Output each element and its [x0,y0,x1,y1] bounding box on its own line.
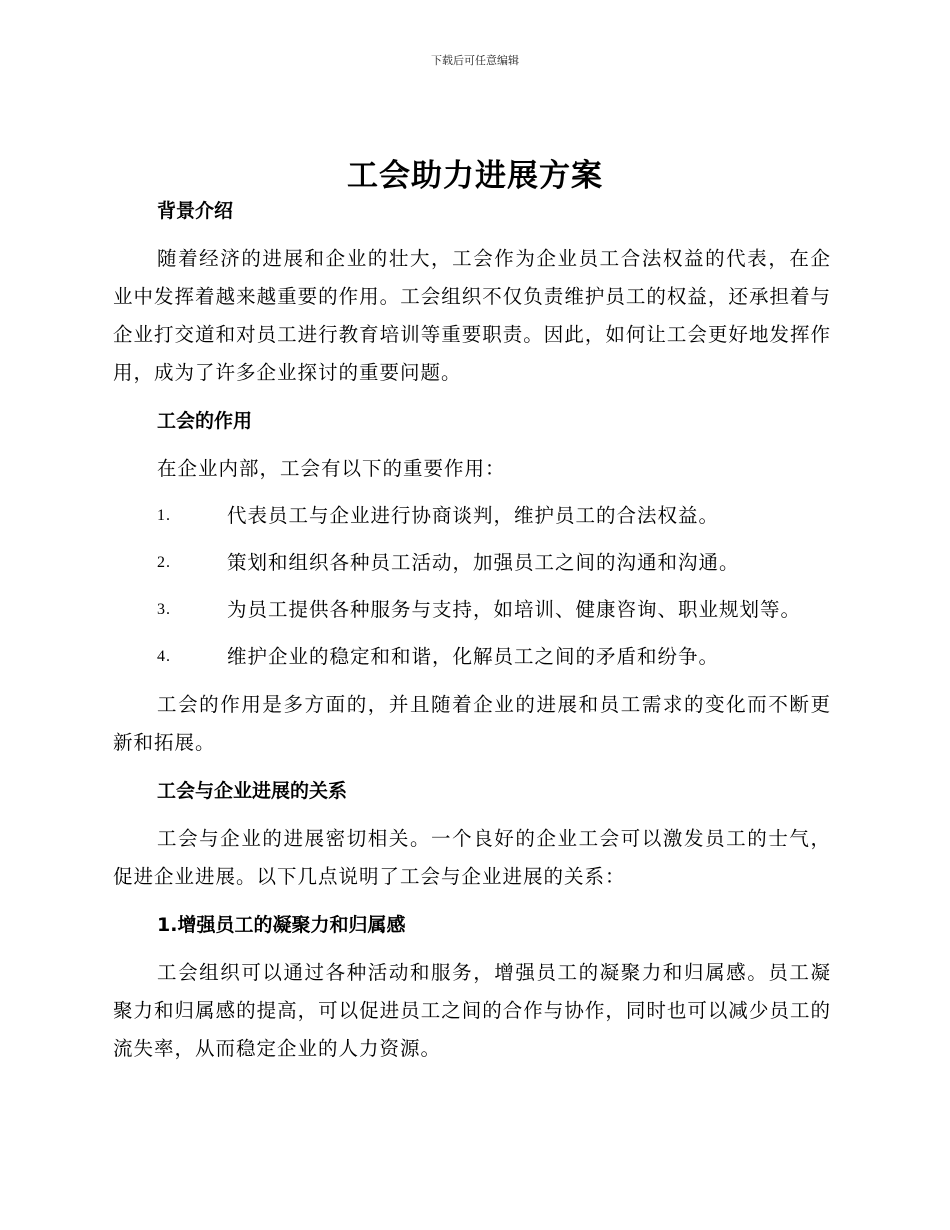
list-item [113,591,831,629]
section-heading-role: 工会的作用 [157,410,253,432]
header-note: 下载后可任意编辑 [431,54,519,67]
section-heading-background: 背景介绍 [157,200,234,222]
document-title: 工会助力进展方案 [347,158,603,194]
subsection-paragraph: 工会组织可以通过各种活动和服务，增强员工的凝聚力和归属感。员工凝聚力和归属感的提高，可以促进员工之间的合作与协作，同时也可以减少员工的流失率，从而稳定企业的人力资源。 [113,961,831,1060]
list-item [113,497,831,535]
subsection-heading: 1.增强员工的凝聚力和归属感 [157,914,406,936]
list-item [113,638,831,676]
list-text: 维护企业的稳定和和谐，化解员工之间的矛盾和纷争。 [227,645,720,668]
list-text: 代表员工与企业进行协商谈判，维护员工的合法权益。 [227,504,720,527]
relationship-paragraph: 工会与企业的进展密切相关。一个良好的企业工会可以激发员工的士气，促进企业进展。以下几点说明了工会与企业进展的关系： [113,827,831,888]
background-paragraph: 随着经济的进展和企业的壮大，工会作为企业员工合法权益的代表，在企业中发挥着越来越重要的作用。工会组织不仅负责维护员工的权益，还承担着与企业打交道和对员工进行教育培训等重要职责。因此，如何让工会更好地发挥作用，成为了许多企业探讨的重要问题。 [113,247,831,384]
role-intro: 在企业内部，工会有以下的重要作用： [157,457,506,480]
list-number: 3. [157,601,171,618]
list-text: 策划和组织各种员工活动，加强员工之间的沟通和沟通。 [227,551,740,574]
list-text: 为员工提供各种服务与支持，如培训、健康咨询、职业规划等。 [227,598,802,621]
list-number: 1. [157,507,171,524]
list-number: 2. [157,554,171,571]
role-closing: 工会的作用是多方面的，并且随着企业的进展和员工需求的变化而不断更新和拓展。 [113,693,831,754]
list-item [113,544,831,582]
section-heading-relationship: 工会与企业进展的关系 [157,780,348,802]
list-number: 4. [157,648,171,665]
document-body [113,192,831,1068]
